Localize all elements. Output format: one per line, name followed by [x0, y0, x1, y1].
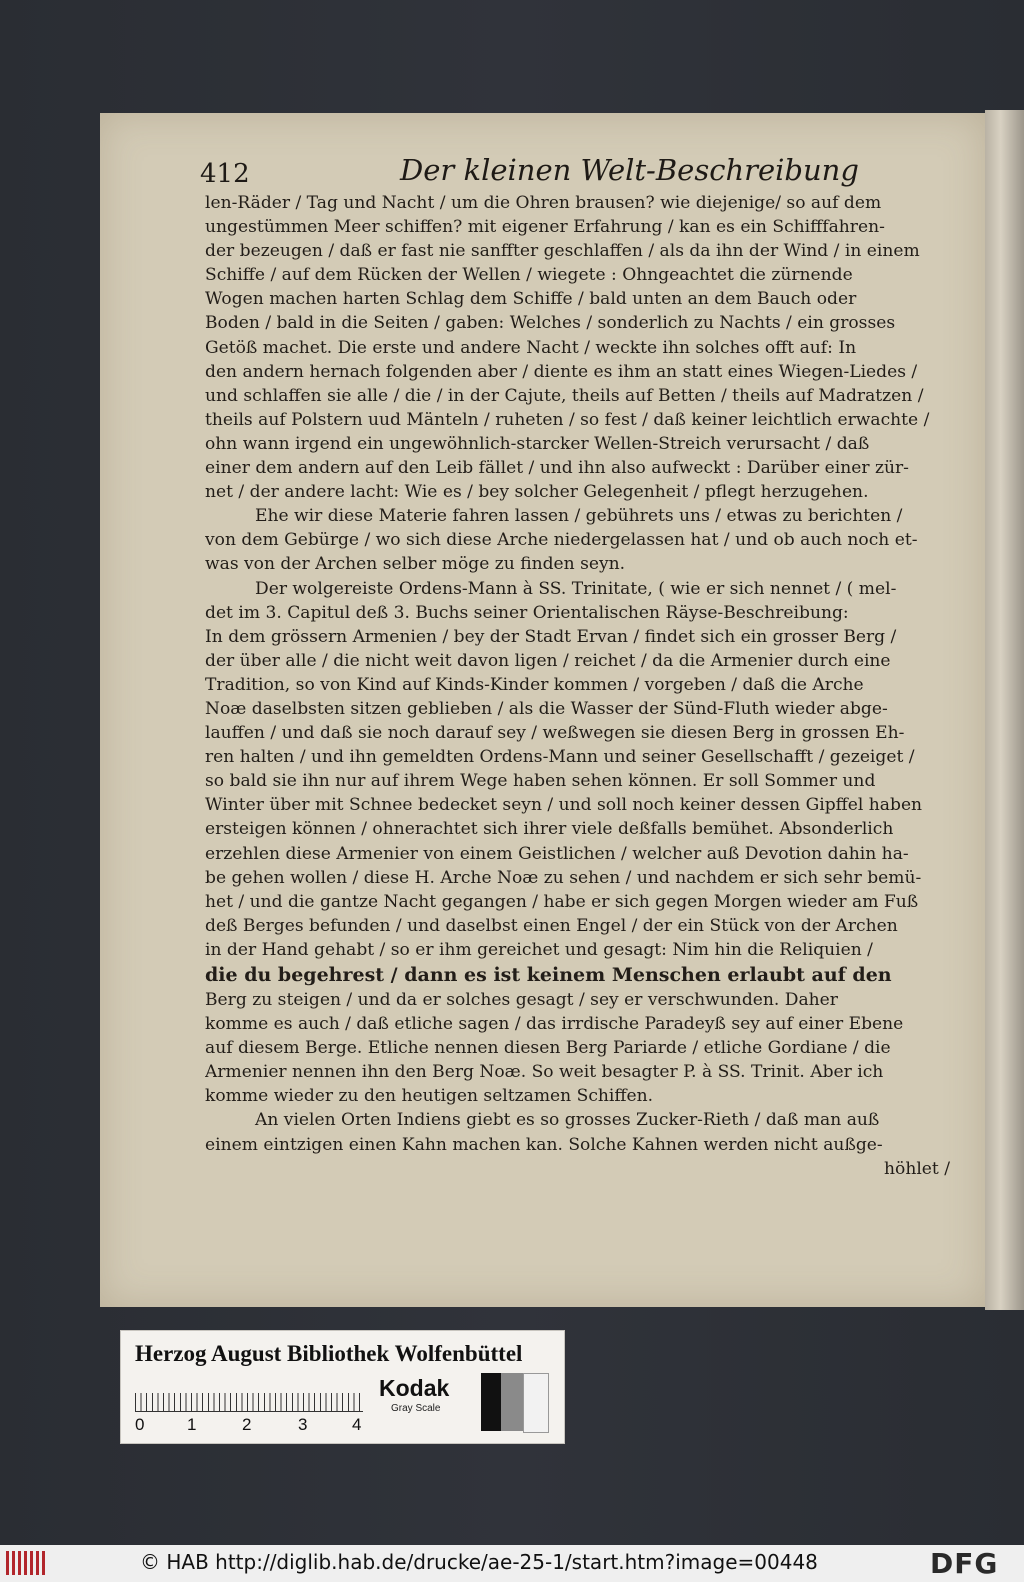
kodak-logo: Kodak: [379, 1375, 450, 1401]
ruler-number: 2: [242, 1415, 252, 1434]
text-line: theils auf Polstern uud Mänteln / ruheten / so fest / daß keiner leichtlich erwachte /: [205, 409, 930, 430]
text-line: Der wolgereiste Ordens-Mann à SS. Trinitate, ( wie er sich nennet / ( mel-: [255, 578, 897, 599]
text-line: komme wieder zu den heutigen seltzamen Schiffen.: [205, 1086, 654, 1107]
hab-logo-icon: [6, 1551, 48, 1575]
text-line: auf diesem Berge. Etliche nennen diesen Berg Pariarde / etliche Gordiane / die: [205, 1038, 891, 1059]
text-line: deß Berges befunden / und daselbst einen Engel / der ein Stück von der Archen: [205, 915, 898, 936]
text-line: det im 3. Capitul deß 3. Buchs seiner Orientalischen Räyse-Beschreibung:: [205, 602, 849, 623]
text-line: der bezeugen / daß er fast nie sanffter geschlaffen / als da ihn der Wind / in einem: [205, 241, 920, 262]
library-name: Herzog August Bibliothek Wolfenbüttel: [135, 1341, 523, 1366]
text-line: ohn wann irgend ein ungewöhnlich-starcker Wellen-Streich verursacht / daß: [205, 433, 870, 454]
gray-scale-label: Gray Scale: [391, 1403, 441, 1414]
text-line: die du begehrest / dann es ist keinem Menschen erlaubt auf den: [205, 964, 892, 986]
gray-patch-black: [481, 1373, 501, 1431]
scale-ruler: [135, 1379, 363, 1412]
text-line: Berg zu steigen / und da er solches gesagt / sey er verschwunden. Daher: [205, 990, 838, 1010]
text-line: het / und die gantze Nacht gegangen / habe er sich gegen Morgen wieder am Fuß: [205, 891, 919, 912]
text-line: An vielen Orten Indiens giebt es so grosses Zucker-Rieth / daß man auß: [255, 1110, 880, 1131]
text-line: in der Hand gehabt / so er ihm gereichet und gesagt: Nim hin die Reliquien /: [205, 939, 873, 960]
text-line: Ehe wir diese Materie fahren lassen / gebührets uns / etwas zu berichten /: [255, 506, 903, 527]
text-line: lauffen / und daß sie noch darauf sey / weßwegen sie diesen Berg in grossen Eh-: [205, 723, 905, 744]
ruler-number: 3: [298, 1415, 308, 1434]
text-line: ren halten / und ihn gemeldten Ordens-Mann und seiner Gesellschafft / gezeiget /: [205, 747, 915, 768]
gray-patch-white: [523, 1373, 549, 1433]
page-number: 412: [200, 159, 250, 189]
text-line: ersteigen können / ohnerachtet sich ihrer viele deßfalls bemühet. Absonderlich: [205, 819, 894, 840]
text-line: einer dem andern auf den Leib fället / und ihn also aufweckt : Darüber einer zür-: [205, 458, 909, 479]
text-line: Noæ daselbsten sitzen geblieben / als die Wasser der Sünd-Fluth wieder abge-: [205, 698, 888, 719]
text-line: Winter über mit Schnee bedecket seyn / und soll noch keiner dessen Gipffel haben: [205, 795, 923, 816]
page-text: [205, 191, 950, 1181]
text-line: den andern hernach folgenden aber / diente es ihm an statt eines Wiegen-Liedes /: [205, 361, 918, 382]
text-line: was von der Archen selber möge zu finden seyn.: [205, 554, 626, 575]
text-line: Armenier nennen ihn den Berg Noæ. So weit besagter P. à SS. Trinit. Aber ich: [205, 1062, 884, 1083]
color-calibration-target: [120, 1330, 565, 1444]
text-line: Getöß machet. Die erste und andere Nacht / weckte ihn solches offt auf: In: [205, 337, 857, 358]
gray-patch-mid: [501, 1373, 523, 1431]
page-header: [200, 153, 880, 193]
text-line: und schlaffen sie alle / die / in der Cajute, theils auf Betten / theils auf Madratzen /: [205, 385, 924, 406]
text-line: so bald sie ihn nur auf ihrem Wege haben sehen können. Er soll Sommer und: [205, 771, 876, 792]
text-line: Tradition, so von Kind auf Kinds-Kinder kommen / vorgeben / daß die Arche: [205, 674, 864, 695]
text-line: Schiffe / auf dem Rücken der Wellen / wiegete : Ohngeachtet die zürnende: [205, 265, 853, 286]
text-line: Wogen machen harten Schlag dem Schiffe / bald unten an dem Bauch oder: [205, 289, 857, 310]
text-line: In dem grössern Armenien / bey der Stadt Ervan / findet sich ein grosser Berg /: [205, 626, 897, 647]
dfg-logo: DFG: [930, 1547, 999, 1580]
text-line: Boden / bald in die Seiten / gaben: Welches / sonderlich zu Nachts / ein grosses: [205, 313, 896, 334]
text-line: komme es auch / daß etliche sagen / das irrdische Paradeyß sey auf einer Ebene: [205, 1014, 904, 1035]
ruler-number: 4: [352, 1415, 362, 1434]
text-line: net / der andere lacht: Wie es / bey solcher Gelegenheit / pflegt herzugehen.: [205, 482, 869, 503]
text-line: erzehlen diese Armenier von einem Geistlichen / welcher auß Devotion dahin ha-: [205, 843, 909, 864]
book-page: [100, 113, 985, 1307]
adjacent-page-edge: [985, 110, 1024, 1310]
text-line: höhlet /: [884, 1158, 950, 1179]
ruler-number: 1: [187, 1415, 197, 1434]
text-line: len-Räder / Tag und Nacht / um die Ohren brausen? wie diejenige/ so auf dem: [205, 193, 882, 213]
text-line: einem eintzigen einen Kahn machen kan. Solche Kahnen werden nicht außge-: [205, 1134, 883, 1155]
text-line: be gehen wollen / diese H. Arche Noæ zu sehen / und nachdem er sich sehr bemü-: [205, 867, 922, 888]
text-line: von dem Gebürge / wo sich diese Arche niedergelassen hat / und ob auch noch et-: [205, 530, 918, 551]
text-line: der über alle / die nicht weit davon ligen / reichet / da die Armenier durch eine: [205, 650, 891, 671]
ruler-number: 0: [135, 1415, 145, 1434]
footer-bar: [0, 1545, 1024, 1582]
footer-credit[interactable]: © HAB http://diglib.hab.de/drucke/ae-25-1/start.htm?image=00448: [140, 1550, 818, 1574]
text-line: ungestümmen Meer schiffen? mit eigener Erfahrung / kan es ein Schifffahren-: [205, 217, 885, 238]
running-head: Der kleinen Welt-Beschreibung: [400, 153, 859, 187]
